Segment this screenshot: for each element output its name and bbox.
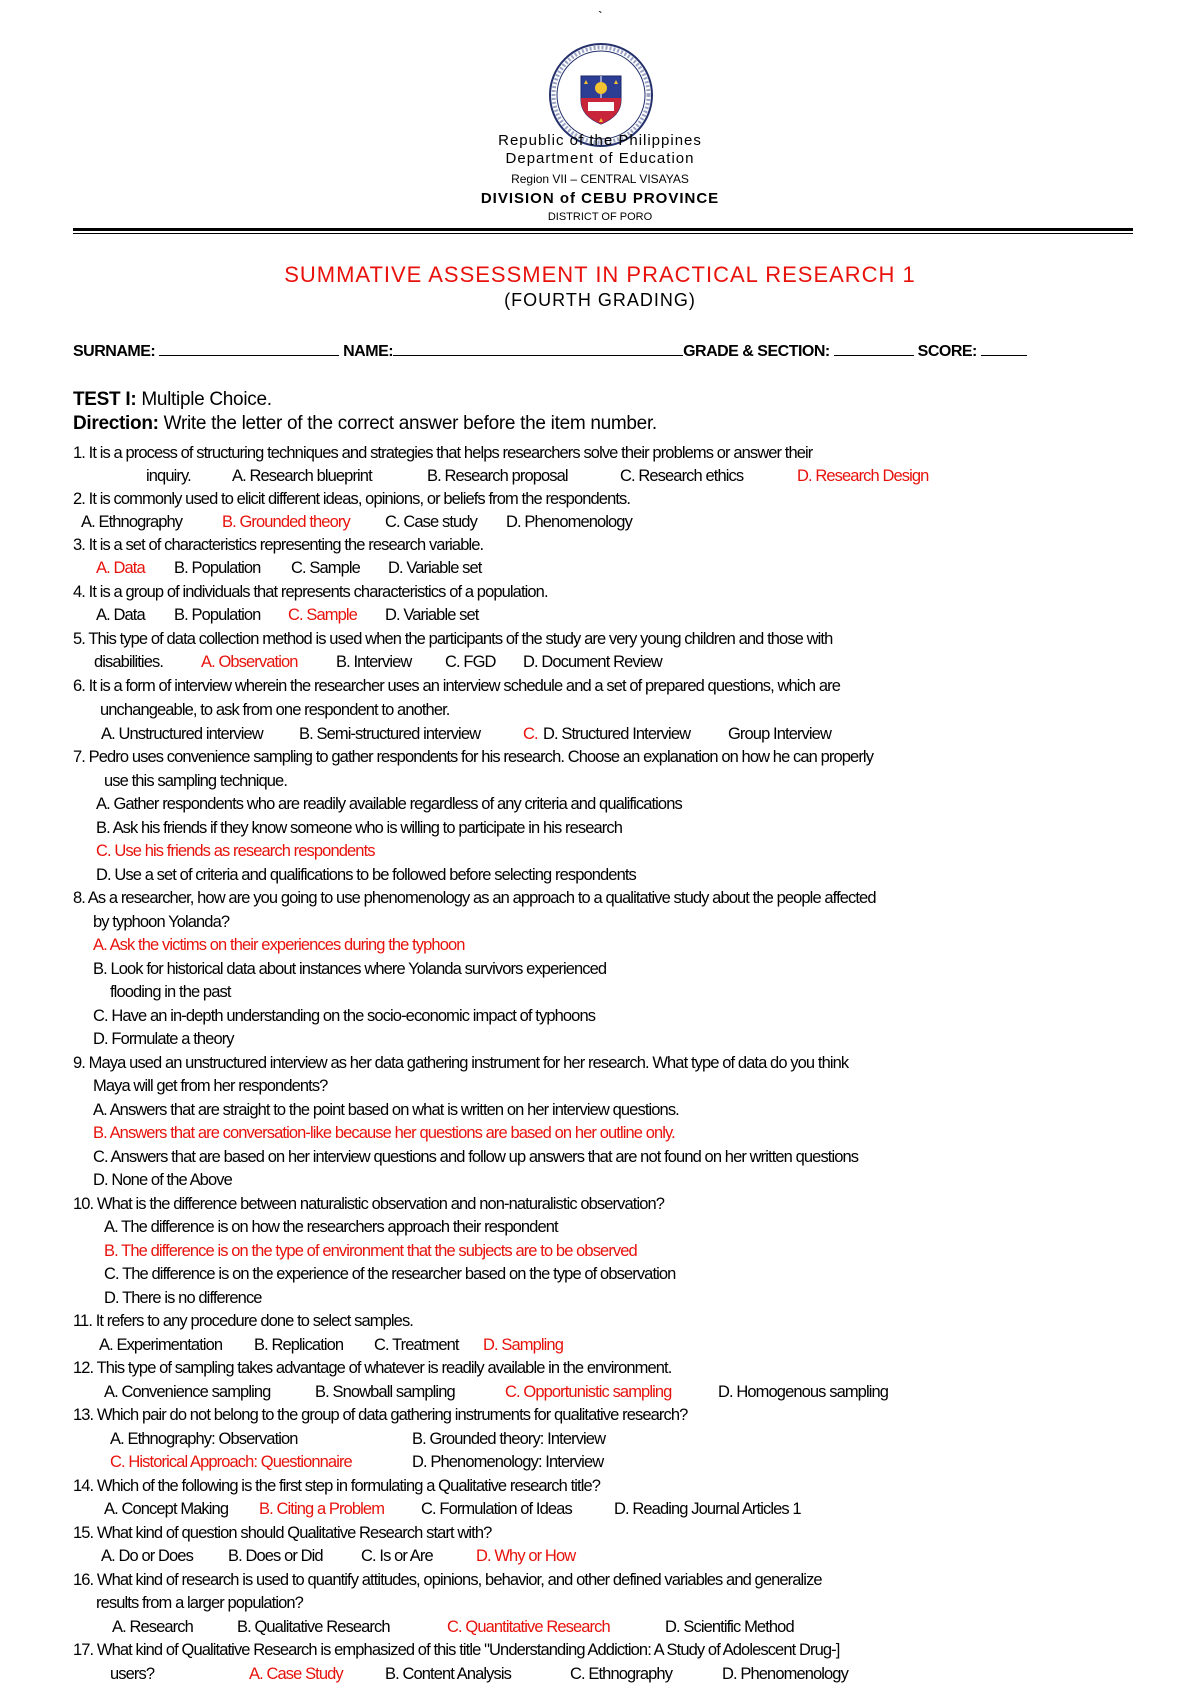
header-rule-thin: [73, 233, 1133, 234]
score-blank[interactable]: [981, 341, 1027, 356]
q7-option-d: D. Use a set of criteria and qualifications to be followed before selecting respondents: [96, 866, 636, 884]
q9-stem: 9. Maya used an unstructured interview as her data gathering instrument for her research. What type of data do you think: [73, 1054, 849, 1072]
q15-option-d-answer: D. Why or How: [476, 1547, 576, 1565]
q13-option-d: D. Phenomenology: Interview: [412, 1453, 604, 1471]
q9-option-d: D. None of the Above: [93, 1171, 232, 1189]
q10-option-b-answer: B. The difference is on the type of environment that the subjects are to be observed: [104, 1242, 637, 1260]
republic-line: Republic of the Philippines: [498, 132, 702, 149]
q5-option-b: B. Interview: [336, 653, 412, 671]
test-label: TEST I:: [73, 389, 137, 410]
direction-line: [73, 413, 657, 435]
q8-option-d: D. Formulate a theory: [93, 1030, 234, 1048]
q6-stem: 6. It is a form of interview wherein the researcher uses an interview schedule and a set of prepared questions, which are: [73, 677, 840, 695]
q10-option-a: A. The difference is on how the researchers approach their respondent: [104, 1218, 558, 1236]
test-heading: [73, 389, 272, 411]
q7-stem: 7. Pedro uses convenience sampling to gather respondents for his research. Choose an explanation on how he can properly: [73, 748, 874, 766]
q8-option-a-answer: A. Ask the victims on their experiences during the typhoon: [93, 936, 465, 954]
q16-option-c-answer: C. Quantitative Research: [447, 1618, 610, 1636]
q11-option-a: A. Experimentation: [99, 1336, 223, 1354]
q1-option-b: B. Research proposal: [427, 467, 568, 485]
q8-stem: 8. As a researcher, how are you going to use phenomenology as an approach to a qualitative study about the people affected: [73, 889, 876, 907]
q9-stem-cont: Maya will get from her respondents?: [93, 1077, 328, 1095]
q12-option-b: B. Snowball sampling: [315, 1383, 455, 1401]
q15-stem: 15. What kind of question should Qualitative Research start with?: [73, 1524, 492, 1542]
q1-option-d-answer: D. Research Design: [797, 467, 929, 485]
q8-stem-cont: by typhoon Yolanda?: [93, 913, 230, 931]
q8-option-b-cont: flooding in the past: [110, 983, 231, 1001]
q14-option-d: D. Reading Journal Articles 1: [614, 1500, 801, 1518]
q10-option-d: D. There is no difference: [104, 1289, 262, 1307]
stray-mark: `: [598, 8, 603, 24]
q13-option-b: B. Grounded theory: Interview: [412, 1430, 606, 1448]
q6-option-d: D. Structured Interview: [543, 725, 691, 743]
q6-option-a: A. Unstructured interview: [101, 725, 263, 743]
q9-option-c: C. Answers that are based on her interview questions and follow up answers that are not found on her written questions: [93, 1148, 859, 1166]
q3-option-d: D. Variable set: [388, 559, 482, 577]
q2-option-d: D. Phenomenology: [506, 513, 632, 531]
direction-text: Write the letter of the correct answer before the item number.: [158, 413, 657, 434]
q12-option-d: D. Homogenous sampling: [718, 1383, 889, 1401]
q6-option-b: B. Semi-structured interview: [299, 725, 481, 743]
name-blank[interactable]: [393, 341, 683, 356]
q2-option-b-answer: B. Grounded theory: [222, 513, 350, 531]
q15-option-a: A. Do or Does: [101, 1547, 193, 1565]
q11-option-c: C. Treatment: [374, 1336, 459, 1354]
student-fields: [73, 341, 1027, 361]
grade-section-label: GRADE & SECTION:: [683, 343, 830, 360]
q4-option-d: D. Variable set: [385, 606, 479, 624]
page-title: SUMMATIVE ASSESSMENT IN PRACTICAL RESEARCH 1: [284, 262, 916, 287]
q14-option-b-answer: B. Citing a Problem: [259, 1500, 385, 1518]
q14-stem: 14. Which of the following is the first step in formulating a Qualitative research title?: [73, 1477, 601, 1495]
q10-option-c: C. The difference is on the experience of the researcher based on the type of observation: [104, 1265, 676, 1283]
q16-option-d: D. Scientific Method: [665, 1618, 794, 1636]
q7-option-c-answer: C. Use his friends as research respondents: [96, 842, 375, 860]
name-label: NAME:: [343, 343, 394, 360]
q7-option-a: A. Gather respondents who are readily available regardless of any criteria and qualifications: [96, 795, 682, 813]
q1-stem: 1. It is a process of structuring techniques and strategies that helps researchers solve their problems or answer their: [73, 444, 813, 462]
q16-stem-cont: results from a larger population?: [96, 1594, 303, 1612]
department-line: Department of Education: [505, 150, 695, 167]
q1-option-a: A. Research blueprint: [232, 467, 372, 485]
q4-option-a: A. Data: [96, 606, 145, 624]
q2-stem: 2. It is commonly used to elicit different ideas, opinions, or beliefs from the respondents.: [73, 490, 631, 508]
q5-option-a-answer: A. Observation: [201, 653, 298, 671]
q15-option-c: C. Is or Are: [361, 1547, 433, 1565]
q4-stem: 4. It is a group of individuals that represents characteristics of a population.: [73, 583, 548, 601]
q13-stem: 13. Which pair do not belong to the group of data gathering instruments for qualitative research?: [73, 1406, 688, 1424]
q11-option-b: B. Replication: [254, 1336, 344, 1354]
score-label: SCORE:: [917, 343, 977, 360]
q3-option-a-answer: A. Data: [96, 559, 145, 577]
q5-stem-cont: disabilities.: [94, 653, 164, 671]
q17-option-a-answer: A. Case Study: [249, 1665, 343, 1683]
q9-option-a: A. Answers that are straight to the point based on what is written on her interview questions.: [93, 1101, 679, 1119]
q13-option-a: A. Ethnography: Observation: [110, 1430, 298, 1448]
surname-label: SURNAME:: [73, 343, 156, 360]
q7-stem-cont: use this sampling technique.: [104, 772, 288, 790]
q9-option-b-answer: B. Answers that are conversation-like because her questions are based on her outline only.: [93, 1124, 675, 1142]
q13-option-c-answer: C. Historical Approach: Questionnaire: [110, 1453, 352, 1471]
q17-option-d: D. Phenomenology: [722, 1665, 848, 1683]
q3-stem: 3. It is a set of characteristics representing the research variable.: [73, 536, 484, 554]
q17-option-c: C. Ethnography: [570, 1665, 673, 1683]
division-line: DIVISION of CEBU PROVINCE: [480, 190, 720, 207]
q6-stem-cont: unchangeable, to ask from one respondent to another.: [100, 701, 450, 719]
q16-stem: 16. What kind of research is used to quantify attitudes, opinions, behavior, and other defined variables and generalize: [73, 1571, 822, 1589]
q11-stem: 11. It refers to any procedure done to select samples.: [73, 1312, 413, 1330]
q8-option-b: B. Look for historical data about instances where Yolanda survivors experienced: [93, 960, 607, 978]
q8-option-c: C. Have an in-depth understanding on the socio-economic impact of typhoons: [93, 1007, 596, 1025]
q5-option-d: D. Document Review: [523, 653, 662, 671]
q17-stem: 17. What kind of Qualitative Research is emphasized of this title "Understanding Addiction: A Study of Adolescent Drug-]: [73, 1641, 840, 1659]
q7-option-b: B. Ask his friends if they know someone who is willing to participate in his research: [96, 819, 623, 837]
q4-option-c-answer: C. Sample: [288, 606, 357, 624]
q3-option-b: B. Population: [174, 559, 261, 577]
region-line: Region VII – CENTRAL VISAYAS: [511, 172, 689, 186]
q11-option-d-answer: D. Sampling: [483, 1336, 563, 1354]
q5-option-c: C. FGD: [445, 653, 496, 671]
direction-label: Direction:: [73, 413, 159, 434]
page-subtitle: (FOURTH GRADING): [504, 290, 696, 310]
q1-stem-cont: inquiry.: [146, 467, 191, 485]
q5-stem: 5. This type of data collection method is used when the participants of the study are very young children and those with: [73, 630, 833, 648]
q16-option-b: B. Qualitative Research: [237, 1618, 390, 1636]
test-type: Multiple Choice.: [136, 389, 272, 410]
header-rule-thick: [73, 228, 1133, 231]
q12-option-a: A. Convenience sampling: [104, 1383, 271, 1401]
q17-option-b: B. Content Analysis: [385, 1665, 511, 1683]
q1-option-c: C. Research ethics: [620, 467, 744, 485]
q12-option-c-answer: C. Opportunistic sampling: [505, 1383, 672, 1401]
q6-option-c-answer: C.: [523, 725, 538, 743]
q17-stem-cont: users?: [110, 1665, 155, 1683]
q6-option-e: Group Interview: [728, 725, 831, 743]
q16-option-a: A. Research: [112, 1618, 193, 1636]
q14-option-a: A. Concept Making: [104, 1500, 229, 1518]
q12-stem: 12. This type of sampling takes advantage of whatever is readily available in the environment.: [73, 1359, 672, 1377]
grade-section-blank[interactable]: [834, 341, 914, 356]
q14-option-c: C. Formulation of Ideas: [421, 1500, 572, 1518]
district-line: DISTRICT OF PORO: [547, 211, 653, 223]
surname-blank[interactable]: [159, 341, 339, 356]
q2-option-c: C. Case study: [385, 513, 477, 531]
q15-option-b: B. Does or Did: [228, 1547, 323, 1565]
q3-option-c: C. Sample: [291, 559, 360, 577]
q2-option-a: A. Ethnography: [81, 513, 183, 531]
q4-option-b: B. Population: [174, 606, 261, 624]
q10-stem: 10. What is the difference between naturalistic observation and non-naturalistic observation?: [73, 1195, 665, 1213]
